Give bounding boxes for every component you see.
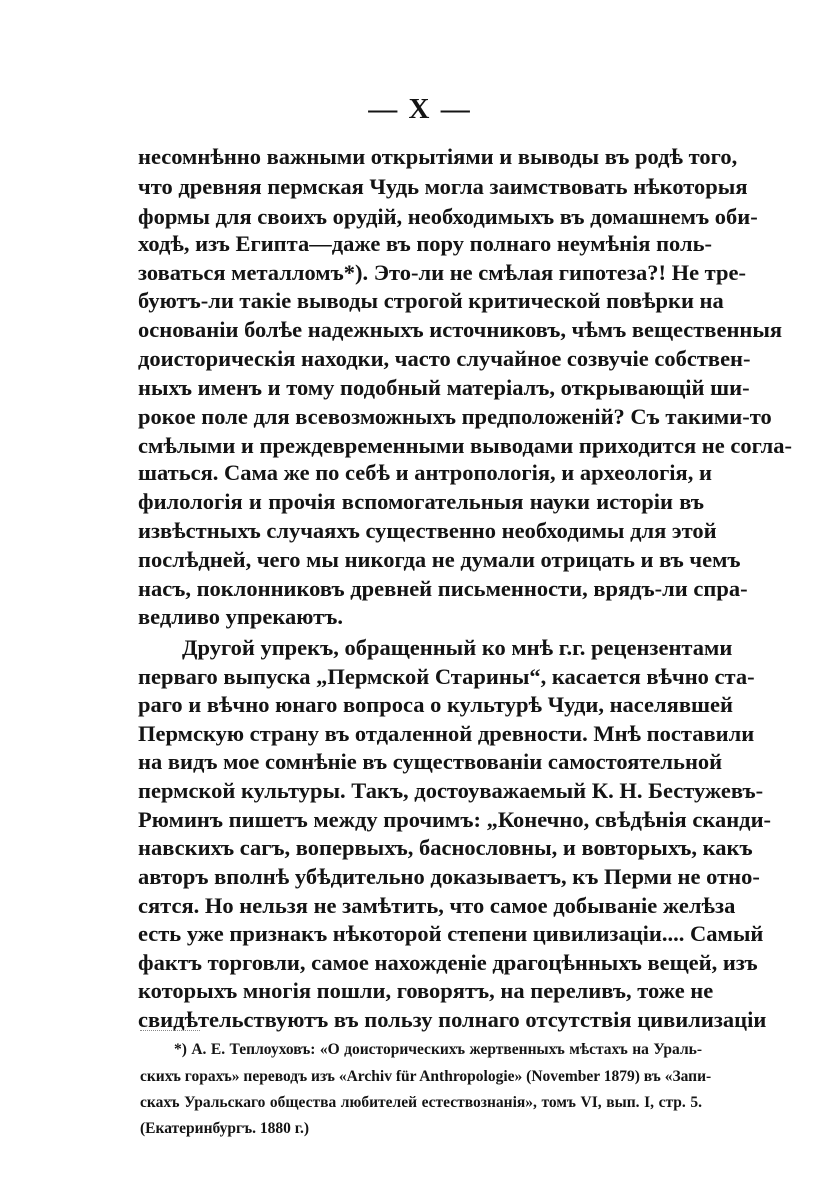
text-line: доисторическія находки, часто случайное созвучіе собствен- xyxy=(138,346,751,371)
text-line: основаніи болѣе надежныхъ источниковъ, чѣмъ вещественныя xyxy=(138,317,783,342)
text-line: ведливо упрекаютъ. xyxy=(138,604,343,629)
text-line: рокое поле для всевозможныхъ предположеній? Съ такими-то xyxy=(138,404,772,429)
footnote-line: скахъ Уральскаго общества любителей естествознанія», томъ VI, вып. I, стр. 5. xyxy=(140,1094,702,1111)
text-line: буютъ-ли такіе выводы строгой критической повѣрки на xyxy=(138,288,724,313)
text-line: пермской культуры. Такъ, достоуважаемый К. Н. Бестужевъ- xyxy=(138,778,764,803)
text-line: фактъ торговли, самое нахожденіе драгоцѣнныхъ вещей, изъ xyxy=(138,950,758,975)
text-line: сятся. Но нельзя не замѣтить, что самое добываніе желѣза xyxy=(138,893,736,918)
text-line: ходѣ, изъ Египта—даже въ пору полнаго неумѣнія поль- xyxy=(138,231,713,256)
text-line: есть уже признакъ нѣкоторой степени цивилизаціи.... Самый xyxy=(138,921,764,946)
text-line: шаться. Сама же по себѣ и антропологія, и археологія, и xyxy=(138,460,712,485)
text-line: насъ, поклонниковъ древней письменности, врядъ-ли спра- xyxy=(138,576,748,601)
text-line: несомнѣнно важными открытіями и выводы въ родѣ того, xyxy=(138,144,738,169)
text-line: зоваться металломъ*). Это-ли не смѣлая гипотеза?! Не тре- xyxy=(138,260,747,285)
text-line: перваго выпуска „Пермской Старины“, касается вѣчно ста- xyxy=(138,664,755,689)
footnote-line: скихъ горахъ» переводъ изъ «Archiv für Anthropologie» (November 1879) въ «Запи- xyxy=(140,1068,712,1085)
text-line: филологія и прочія вспомогательныя науки исторіи въ xyxy=(138,489,704,514)
text-line: авторъ вполнѣ убѣдительно доказываетъ, къ Перми не отно- xyxy=(138,864,760,889)
text-line: Рюминъ пишетъ между прочимъ: „Конечно, свѣдѣнія сканди- xyxy=(138,807,772,832)
text-line: навскихъ сагъ, вопервыхъ, баснословны, и вовторыхъ, какъ xyxy=(138,835,753,860)
footnote-line: *) А. Е. Теплоуховъ: «О доисторическихъ жертвенныхъ мѣстахъ на Ураль- xyxy=(174,1041,702,1058)
text-line: извѣстныхъ случаяхъ существенно необходимы для этой xyxy=(138,518,717,543)
text-line: формы для своихъ орудій, необходимыхъ въ домашнемъ оби- xyxy=(138,204,758,229)
page-number: — X — xyxy=(368,93,472,125)
text-line: ныхъ именъ и тому подобный матеріалъ, открывающій ши- xyxy=(138,375,750,400)
text-line: раго и вѣчно юнаго вопроса о культурѣ Чуди, населявшей xyxy=(138,692,733,717)
text-line: которыхъ многія пошли, говорятъ, на переливъ, тоже не xyxy=(138,978,714,1003)
text-line: на видъ мое сомнѣніе въ существованіи самостоятельной xyxy=(138,749,723,774)
text-line: что древняя пермская Чудь могла заимствовать нѣкоторыя xyxy=(138,174,748,199)
text-line: Другой упрекъ, обращенный ко мнѣ г.г. рецензентами xyxy=(182,635,733,660)
text-line: свидѣтельствуютъ въ пользу полнаго отсутствія цивилизаціи xyxy=(138,1007,767,1032)
text-line: смѣлыми и преждевременными выводами приходится не согла- xyxy=(138,433,793,458)
text-line: послѣдней, чего мы никогда не думали отрицать и въ чемъ xyxy=(138,547,741,572)
text-line: Пермскую страну въ отдаленной древности. Мнѣ поставили xyxy=(138,721,755,746)
footnote-line: (Екатеринбургъ. 1880 г.) xyxy=(140,1120,310,1137)
footnote-divider xyxy=(140,1030,200,1031)
